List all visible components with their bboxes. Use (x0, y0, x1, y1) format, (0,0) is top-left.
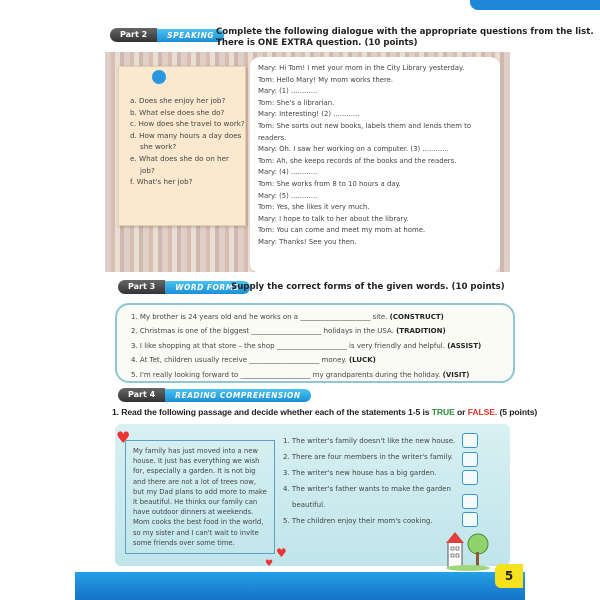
item-text: 4. At Tet, children usually receive ____________________ money. (131, 356, 347, 365)
question-item: b. What else does she do? (130, 107, 225, 117)
heart-icon: ♥ (116, 428, 131, 447)
part-label: Part 2 (110, 28, 157, 42)
part3-instruction: Supply the correct forms of the given words. (10 points) (231, 282, 505, 292)
bottom-bar (75, 572, 525, 600)
question-item: c. How does she travel to work? (130, 119, 245, 129)
dialogue-line: Tom: She works from 8 to 10 hours a day. (258, 179, 401, 188)
dialogue-line: Mary: Oh. I saw her working on a computer. (3) ............ (258, 145, 449, 154)
answer-box-1[interactable] (462, 433, 478, 448)
statement-item: 3. The writer's new house has a big garden. (283, 469, 437, 477)
instruction-line: There is ONE EXTRA question. (10 points) (216, 38, 418, 48)
item-text: 1. My brother is 24 years old and he works on a ____________________ site. (131, 313, 388, 321)
part3-header (118, 280, 250, 294)
part-tag: SPEAKING (157, 29, 224, 42)
answer-box-5[interactable] (462, 512, 478, 527)
dialogue-line: Tom: Ah, she keeps records of the books and the readers. (258, 156, 457, 165)
question-item: f. What's her job? (130, 177, 193, 187)
heart-icon: ♥ (265, 559, 274, 569)
dialogue-line: Mary: (1) ............ (258, 87, 318, 96)
item-word: (LUCK) (348, 356, 376, 365)
dialogue-line: Tom: She sorts out new books, labels them and lends them to readers. (258, 121, 472, 142)
answer-box-4[interactable] (462, 494, 478, 509)
question-item: a. Does she enjoy her job? (130, 96, 226, 105)
or-word: or (457, 407, 466, 417)
part2-header (110, 28, 224, 42)
pin-icon (152, 70, 166, 84)
points-text: (5 points) (499, 407, 538, 417)
dialogue-box (250, 57, 500, 273)
dialogue-line: Mary: Interesting! (2) ............ (258, 110, 360, 119)
instruction-line: Complete the following dialogue with the appropriate questions from the list. (216, 27, 594, 37)
instruction-text: 1. Read the following passage and decide whether each of the statements 1-5 is (112, 407, 430, 417)
dialogue-line: Tom: Yes, she likes it very much. (258, 203, 370, 212)
word-item (131, 339, 499, 353)
house-tree-icon (442, 528, 494, 572)
word-item (131, 310, 499, 324)
true-word: TRUE (431, 407, 455, 417)
part4-header (118, 388, 311, 402)
word-item (131, 324, 499, 338)
dialogue-line: Mary: Hi Tom! I met your mom in the City Library yesterday. (258, 64, 465, 72)
word-forms-box (115, 303, 515, 383)
page-number: 5 (495, 564, 523, 588)
item-word: (ASSIST) (447, 341, 482, 350)
part-tag: READING COMPREHENSION (165, 389, 311, 402)
item-text: 5. I'm really looking forward to ____________________ my grandparents during the holiday. (131, 370, 441, 379)
item-text: 2. Christmas is one of the biggest ____________________ holidays in the USA. (131, 327, 394, 336)
heart-icon: ♥ (276, 546, 287, 560)
part-label: Part 4 (118, 388, 165, 402)
dialogue-line: Tom: Hello Mary! My mom works there. (258, 75, 394, 84)
question-item: d. How many hours a day does she work? (130, 130, 242, 152)
part-label: Part 3 (118, 280, 165, 294)
item-word: (CONSTRUCT) (389, 313, 444, 321)
word-item (131, 353, 499, 367)
dialogue-line: Tom: She's a librarian. (258, 98, 335, 107)
false-word: FALSE. (467, 407, 498, 417)
word-item (131, 368, 499, 382)
answer-box-3[interactable] (462, 470, 478, 485)
reading-passage: My family has just moved into a new house. It just has everything we wish for, especially a garden. It is not big and there are not a lot of trees now, but my Dad plans to add more to make it beautiful. He thinks our family can have outdoor dinners at weekends. Mom cooks the best food in the world, so my sister and I can't wait to invite some friends over some time. (125, 440, 275, 554)
statement-item: 4. The writer's father wants to make the garden beautiful. (283, 485, 451, 509)
dialogue-line: Mary: (5) ............ (258, 191, 318, 200)
item-word: (VISIT) (442, 370, 470, 379)
question-item: e. What does she do on her job? (130, 153, 229, 175)
part-tag: WORD FORMS (165, 281, 249, 294)
part2-instruction (216, 27, 594, 49)
statement-item: 1. The writer's family doesn't like the new house. (283, 437, 456, 445)
dialogue-line: Mary: (4) ............ (258, 168, 318, 177)
dialogue-line: Mary: Thanks! See you then. (258, 237, 357, 246)
dialogue-line: Mary: I hope to talk to her about the library. (258, 214, 409, 223)
top-bar (470, 0, 600, 10)
dialogue-line: Tom: You can come and meet my mom at home. (258, 226, 426, 235)
part4-instruction (112, 407, 537, 418)
question-list (130, 95, 245, 188)
statement-item: 2. There are four members in the writer's family. (283, 453, 453, 461)
statement-list (283, 433, 458, 529)
item-word: (TRADITION) (396, 327, 446, 336)
statement-item: 5. The children enjoy their mom's cooking. (283, 517, 433, 525)
answer-box-2[interactable] (462, 452, 478, 467)
item-text: 3. I like shopping at that store – the shop ____________________ is very friendly and helpful. (131, 341, 445, 350)
